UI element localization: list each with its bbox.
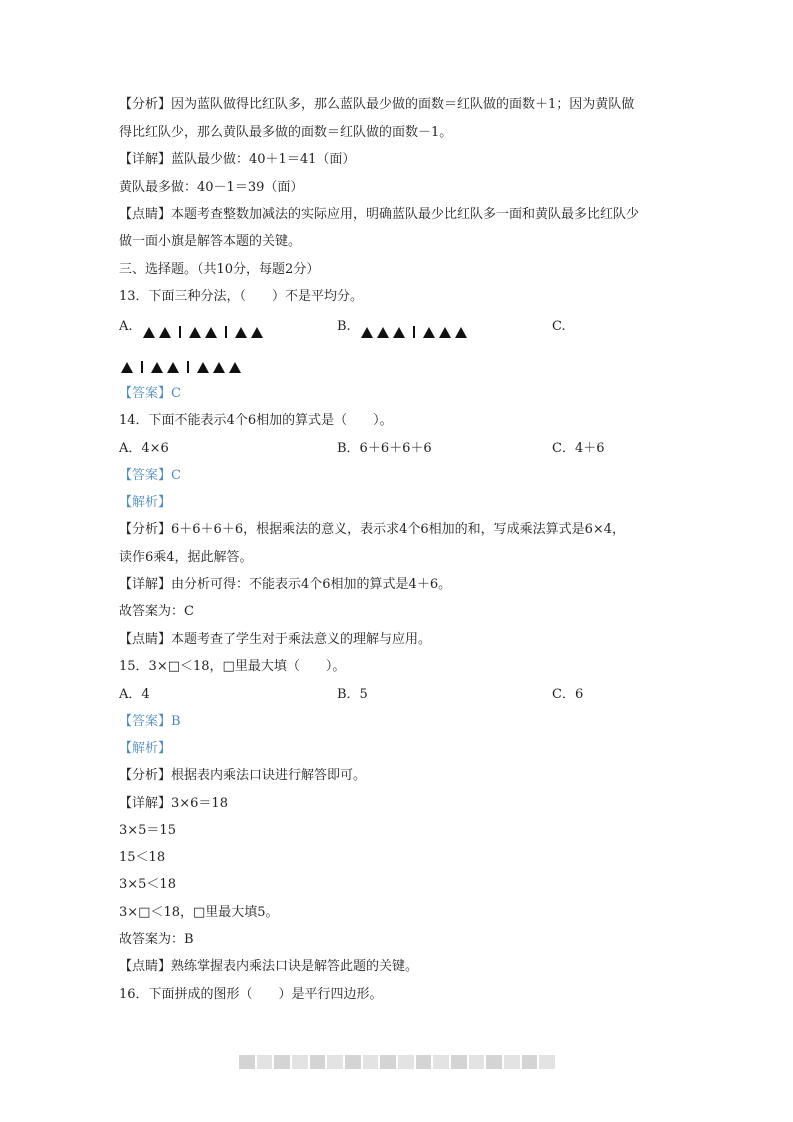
q15-comment: 【点睛】熟练掌握表内乘法口诀是解答此题的关键。 [119, 959, 419, 974]
q13-option-a-triangles [143, 322, 267, 336]
triangle-icon [423, 327, 435, 338]
q14-analysis-2: 读作6乘4，据此解答。 [119, 550, 253, 565]
triangle-icon [393, 327, 405, 338]
analysis-line-2: 得比红队少，那么黄队最多做的面数＝红队做的面数－1。 [119, 125, 453, 140]
divider-bar [179, 326, 181, 338]
q13-question: 13．下面三种分法，（ ）不是平均分。 [119, 289, 364, 304]
q15-detail-2: 3×5＝15 [119, 823, 176, 838]
q13-option-c-triangles [121, 357, 245, 371]
triangle-icon [213, 362, 225, 373]
q15-jiexi: 【解析】 [119, 741, 172, 756]
triangle-icon [121, 362, 133, 373]
q16-question: 16．下面拼成的图形（ ）是平行四边形。 [119, 987, 383, 1002]
q14-final: 故答案为：C [119, 604, 194, 619]
q15-detail-3: 15＜18 [119, 850, 166, 865]
detail-line-2: 黄队最多做：40－1＝39（面） [119, 180, 304, 195]
q14-detail: 【详解】由分析可得：不能表示4个6相加的算式是4＋6。 [119, 577, 452, 592]
q14-jiexi: 【解析】 [119, 495, 172, 510]
q13-option-a-label: A. [119, 319, 133, 334]
q14-comment: 【点睛】本题考查了学生对于乘法意义的理解与应用。 [119, 632, 432, 647]
q15-question: 15．3×□＜18，□里最大填（ ）。 [119, 659, 346, 674]
triangle-icon [167, 362, 179, 373]
q15-option-b: B．5 [337, 687, 368, 702]
q15-detail-1: 【详解】3×6＝18 [119, 796, 228, 811]
q15-option-c: C．6 [552, 687, 584, 702]
q15-answer: 【答案】B [119, 714, 181, 729]
comment-line-1: 【点睛】本题考查整数加减法的实际应用，明确蓝队最少比红队多一面和黄队最多比红队少 [119, 207, 640, 222]
q13-answer [119, 386, 181, 402]
q14-option-b: B．6＋6＋6＋6 [337, 441, 432, 456]
triangle-icon [197, 362, 209, 373]
divider-bar [141, 361, 143, 373]
triangle-icon [151, 362, 163, 373]
divider-bar [225, 326, 227, 338]
q15-option-a: A．4 [119, 687, 150, 702]
analysis-line-1: 【分析】因为蓝队做得比红队多，那么蓝队最少做的面数＝红队做的面数＋1；因为黄队做 [119, 97, 635, 112]
section-title: 三、选择题。（共10分，每题2分） [119, 262, 320, 277]
q13-answer-text: 【答案】C [119, 386, 181, 401]
q15-detail-4: 3×5＜18 [119, 877, 176, 892]
q15-analysis: 【分析】根据表内乘法口诀进行解答即可。 [119, 768, 367, 783]
triangle-icon [235, 327, 247, 338]
triangle-icon [229, 362, 241, 373]
q13-option-c-label: C. [552, 319, 566, 334]
q14-option-a: A．4×6 [119, 441, 169, 456]
triangle-icon [361, 327, 373, 338]
comment-line-2: 做一面小旗是解答本题的关键。 [119, 234, 302, 249]
detail-line-1: 【详解】蓝队最少做：40＋1＝41（面） [119, 152, 356, 167]
blurred-footer-watermark [239, 1055, 555, 1069]
divider-bar [413, 326, 415, 338]
triangle-icon [439, 327, 451, 338]
q13-option-b-label: B. [337, 319, 351, 334]
triangle-icon [455, 327, 467, 338]
triangle-icon [189, 327, 201, 338]
q14-answer: 【答案】C [119, 468, 181, 483]
divider-bar [187, 361, 189, 373]
q14-analysis-1: 【分析】6＋6＋6＋6，根据乘法的意义，表示求4个6相加的和，写成乘法算式是6×4， [119, 522, 626, 537]
q14-question: 14．下面不能表示4个6相加的算式是（ ）。 [119, 413, 393, 428]
triangle-icon [205, 327, 217, 338]
q14-option-c: C．4＋6 [552, 441, 605, 456]
triangle-icon [159, 327, 171, 338]
triangle-icon [377, 327, 389, 338]
triangle-icon [251, 327, 263, 338]
q13-option-b-triangles [361, 322, 471, 336]
q15-detail-5: 3×□＜18，□里最大填5。 [119, 905, 279, 920]
triangle-icon [143, 327, 155, 338]
q15-final: 故答案为：B [119, 932, 194, 947]
